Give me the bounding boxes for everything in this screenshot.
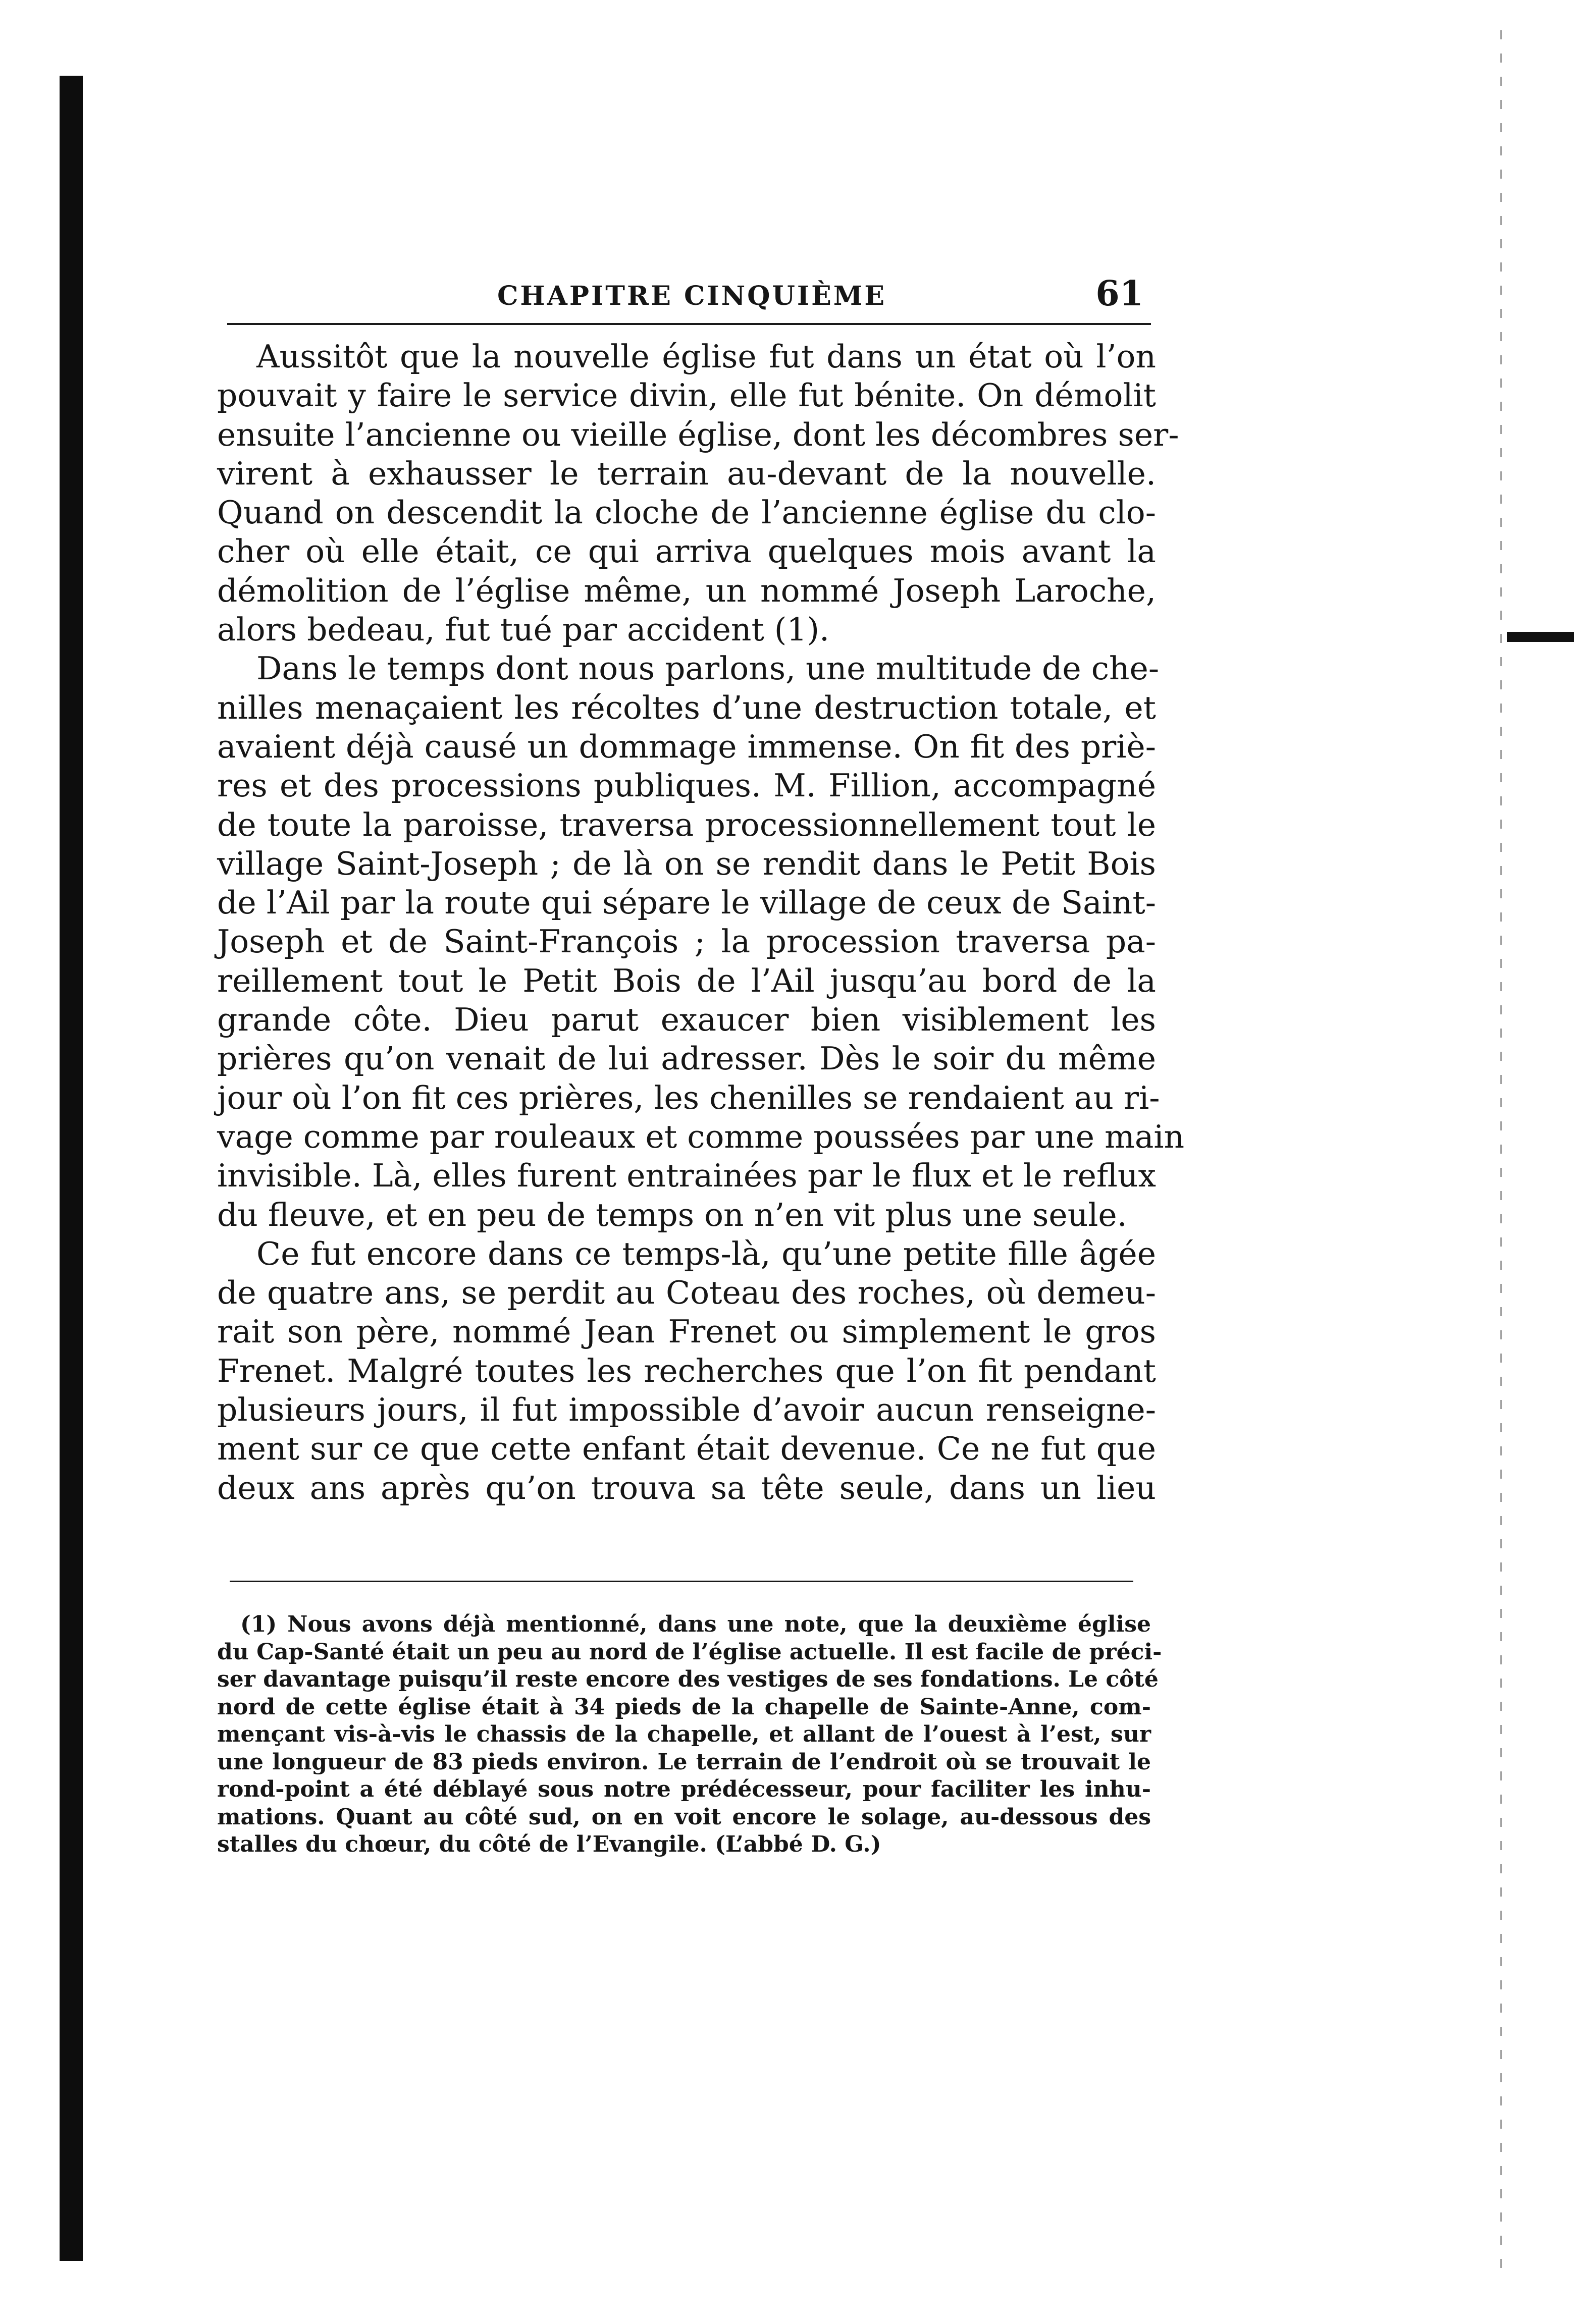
body-text	[217, 337, 1185, 1507]
text-line: de toute la paroisse, traversa processionnellement tout le	[217, 806, 1156, 843]
text-line: cher où elle était, ce qui arriva quelques mois avant la	[217, 533, 1156, 570]
footnote-line: rond-point a été déblayé sous notre prédécesseur, pour faciliter les inhu-	[217, 1776, 1151, 1802]
footnote-rule	[230, 1581, 1133, 1582]
header-rule	[227, 323, 1151, 325]
page-number: 61	[1095, 274, 1143, 314]
text-line: Frenet. Malgré toutes les recherches que l’on fit pendant	[217, 1352, 1156, 1389]
text-line: ensuite l’ancienne ou vieille église, dont les décombres ser-	[217, 416, 1179, 453]
text-line: du fleuve, et en peu de temps on n’en vit plus une seule.	[217, 1196, 1127, 1233]
footnote-line: du Cap-Santé était un peu au nord de l’église actuelle. Il est facile de préci-	[217, 1639, 1162, 1665]
text-line: alors bedeau, fut tué par accident (1).	[217, 611, 830, 648]
text-line: Joseph et de Saint-François ; la procession traversa pa-	[217, 923, 1156, 960]
binding-edge-shadow	[60, 76, 83, 2261]
text-line: rait son père, nommé Jean Frenet ou simplement le gros	[217, 1313, 1156, 1350]
text-line: Dans le temps dont nous parlons, une multitude de che-	[256, 650, 1160, 687]
scan-margin-mark	[1507, 632, 1574, 642]
text-line: de l’Ail par la route qui sépare le village de ceux de Saint-	[217, 884, 1156, 922]
footnote-line: ser davantage puisqu’il reste encore des vestiges de ses fondations. Le côté	[217, 1666, 1159, 1692]
page-header	[230, 274, 1153, 317]
text-line: virent à exhausser le terrain au-devant de la nouvelle.	[217, 455, 1156, 492]
scan-edge-noise	[1500, 30, 1502, 2276]
text-line: Aussitôt que la nouvelle église fut dans un état où l’on	[256, 338, 1156, 375]
text-line: vage comme par rouleaux et comme poussées par une main	[217, 1118, 1185, 1155]
text-line: reillement tout le Petit Bois de l’Ail jusqu’au bord de la	[217, 962, 1156, 999]
footnote-line: mations. Quant au côté sud, on en voit encore le solage, au-dessous des	[217, 1804, 1151, 1830]
text-line: grande côte. Dieu parut exaucer bien visiblement les	[217, 1001, 1156, 1039]
footnote-line: (1) Nous avons déjà mentionné, dans une note, que la deuxième église	[240, 1611, 1151, 1637]
text-line: ment sur ce que cette enfant était devenue. Ce ne fut que	[217, 1430, 1156, 1468]
running-head: CHAPITRE CINQUIÈME	[497, 281, 886, 311]
text-line: Ce fut encore dans ce temps-là, qu’une petite fille âgée	[256, 1235, 1156, 1272]
text-line: démolition de l’église même, un nommé Joseph Laroche,	[217, 572, 1156, 609]
text-line: village Saint-Joseph ; de là on se rendit dans le Petit Bois	[217, 845, 1156, 882]
text-line: jour où l’on fit ces prières, les chenilles se rendaient au ri-	[217, 1079, 1160, 1116]
text-line: prières qu’on venait de lui adresser. Dès le soir du même	[217, 1040, 1156, 1077]
text-line: de quatre ans, se perdit au Coteau des roches, où demeu-	[217, 1274, 1156, 1312]
text-line: nilles menaçaient les récoltes d’une destruction totale, et	[217, 689, 1156, 726]
text-line: avaient déjà causé un dommage immense. On fit des priè-	[217, 728, 1156, 765]
text-line: deux ans après qu’on trouva sa tête seule, dans un lieu	[217, 1469, 1156, 1506]
text-line: res et des processions publiques. M. Fillion, accompagné	[217, 767, 1156, 804]
footnote-line: mençant vis-à-vis le chassis de la chapelle, et allant de l’ouest à l’est, sur	[217, 1721, 1151, 1747]
text-line: invisible. Là, elles furent entrainées par le flux et le reflux	[217, 1157, 1156, 1195]
footnote-line: une longueur de 83 pieds environ. Le terrain de l’endroit où se trouvait le	[217, 1749, 1151, 1775]
text-line: Quand on descendit la cloche de l’ancienne église du clo-	[217, 494, 1156, 531]
text-line: plusieurs jours, il fut impossible d’avoir aucun renseigne-	[217, 1391, 1156, 1429]
text-line: pouvait y faire le service divin, elle fut bénite. On démolit	[217, 377, 1156, 414]
footnote-line: stalles du chœur, du côté de l’Evangile. (L’abbé D. G.)	[217, 1831, 881, 1857]
footnote-line: nord de cette église était à 34 pieds de la chapelle de Sainte-Anne, com-	[217, 1694, 1151, 1720]
footnote	[217, 1611, 1162, 1859]
